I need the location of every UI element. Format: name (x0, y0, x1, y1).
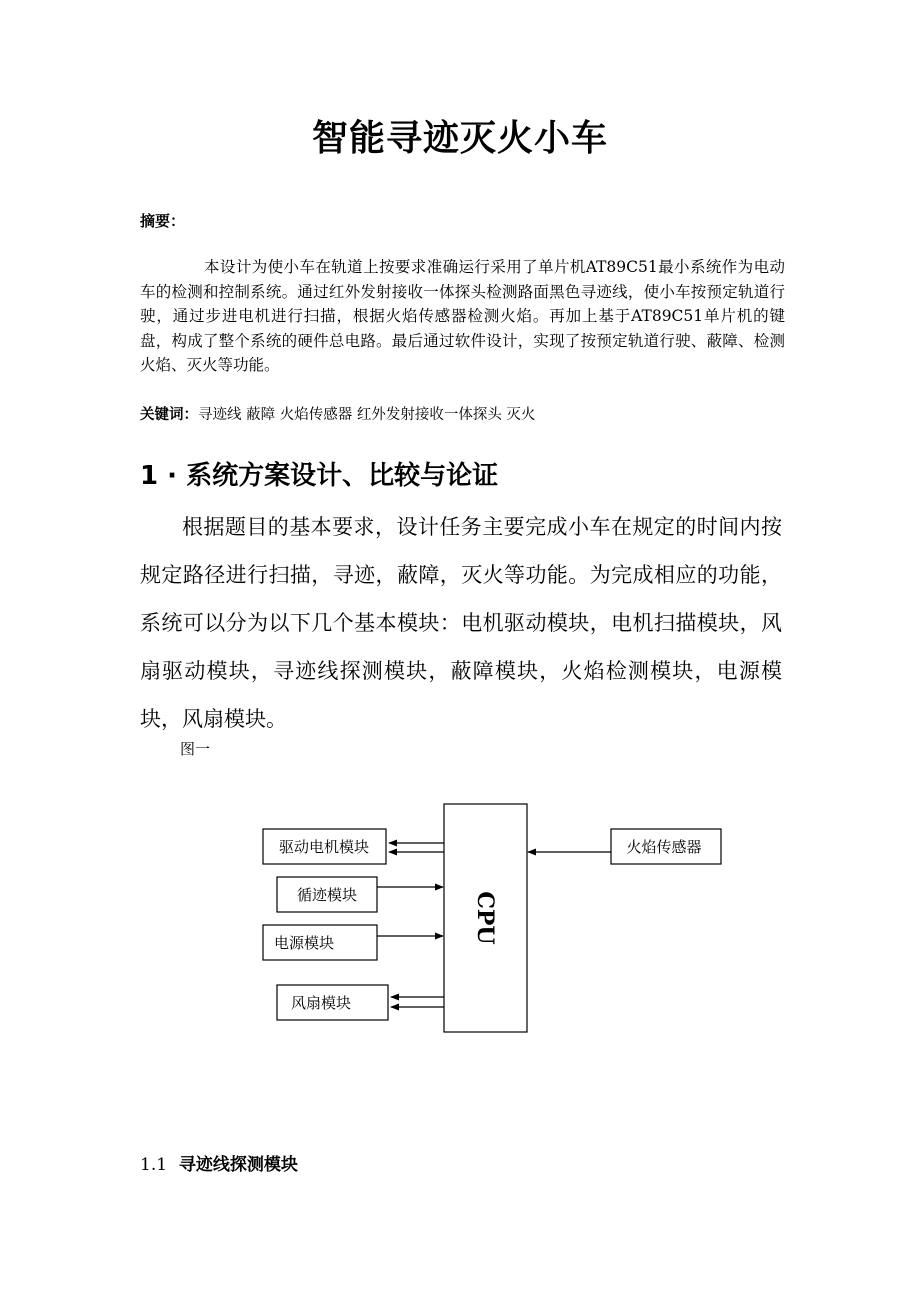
section-1-heading: 1 · 系统方案设计、比较与论证 (140, 461, 499, 491)
keywords-label: 关键词： (140, 407, 198, 423)
abstract-label: 摘要： (140, 212, 186, 230)
power-module-label: 电源模块 (273, 934, 335, 952)
section-1-body: 根据题目的基本要求，设计任务主要完成小车在规定的时间内按规定路径进行扫描，寻迹，蔽障，灭火等功能。为完成相应的功能，系统可以分为以下几个基本模块：电机驱动模块，电机扫描模块，风扇驱动模块，寻迹线探测模块，蔽障模块，火焰检测模块，电源模块，风扇模块。 (140, 515, 782, 731)
flame-sensor-label: 火焰传感器 (626, 838, 702, 856)
document-title: 智能寻迹灭火小车 (311, 118, 608, 159)
section-1-1-title: 寻迹线探测模块 (178, 1155, 298, 1175)
section-1-1-number: 1.1 (140, 1155, 168, 1175)
cpu-label: CPU (472, 891, 498, 945)
abstract-body: 本设计为使小车在轨道上按要求准确运行采用了单片机AT89C51最小系统作为电动车的检测和控制系统。通过红外发射接收一体探头检测路面黑色寻迹线，使小车按预定轨道行驶，通过步进电机进行扫描，根据火焰传感器检测火焰。再加上基于AT89C51单片机的键盘，构成了整个系统的硬件总电路。最后通过软件设计，实现了按预定轨道行驶、蔽障、检测火焰、灭火等功能。 (140, 258, 785, 374)
keywords-items: 寻迹线 蔽障 火焰传感器 红外发射接收一体探头 灭火 (198, 407, 536, 423)
tracking-module-label: 循迹模块 (296, 886, 358, 904)
figure-label: 图一 (180, 740, 211, 758)
fan-module-label: 风扇模块 (290, 994, 352, 1012)
motor-module-label: 驱动电机模块 (278, 838, 370, 856)
section-1-1-heading (140, 1150, 298, 1175)
